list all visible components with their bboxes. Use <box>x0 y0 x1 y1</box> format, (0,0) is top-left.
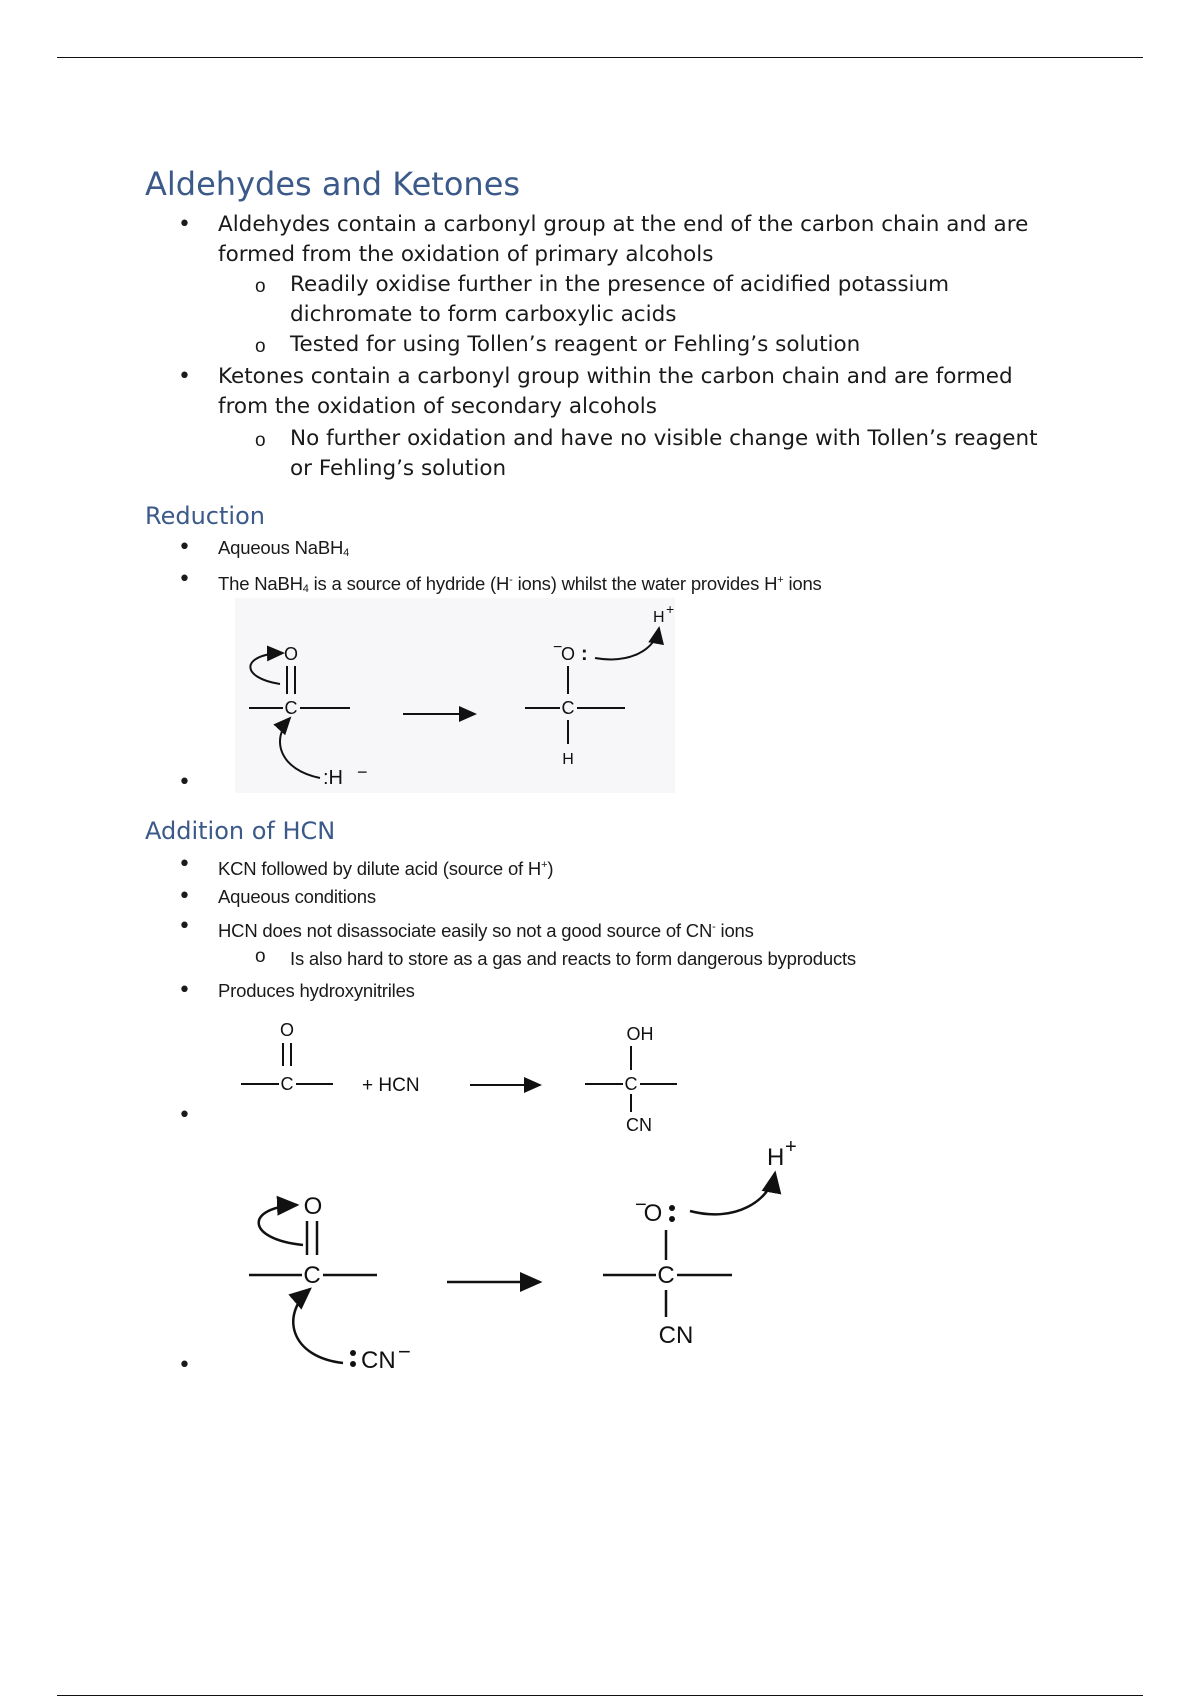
cyanide-label: CN <box>361 1347 396 1374</box>
plus-hcn-label: + HCN <box>362 1075 420 1096</box>
reduction-bullet-1: Aqueous NaBH$_4$ <box>218 537 350 559</box>
aldehydes-sub1-line-1: Readily oxidise further in the presence of acidified potassium <box>290 272 950 297</box>
sub-bullet-icon: o <box>255 430 266 451</box>
reduction-bullet-2: The NaBH$_4$ is a source of hydride (H- ions) whilst the water provides H+ ions <box>218 573 822 595</box>
hcn-sub-bullet: Is also hard to store as a gas and reacts to form dangerous byproducts <box>290 948 856 969</box>
reduction-heading: Reduction <box>145 502 265 530</box>
oxygen-label: O <box>279 1020 295 1040</box>
sub-bullet-icon: o <box>255 336 266 357</box>
minus-sign: − <box>398 1339 411 1364</box>
lone-pair-dot <box>350 1361 356 1367</box>
hcn-bullet-1: KCN followed by dilute acid (source of H+) <box>218 858 554 879</box>
sub-bullet-icon: o <box>255 946 266 967</box>
carbon-label: C <box>561 698 575 718</box>
ketones-line-1: Ketones contain a carbonyl group within the carbon chain and are formed <box>218 364 1013 389</box>
aldehydes-sub1-line-2: dichromate to form carboxylic acids <box>290 302 677 327</box>
footer-rule <box>57 1695 1143 1696</box>
reduction-mechanism-diagram <box>235 598 685 798</box>
oxygen-label: O <box>643 1200 663 1227</box>
bullet-icon: • <box>178 884 191 909</box>
lone-pair: : <box>581 643 588 665</box>
hydrogen-label: H <box>562 751 574 768</box>
nitrile-label: CN <box>626 1115 652 1135</box>
plus-sign: + <box>785 1136 797 1158</box>
aldehydes-line-2: formed from the oxidation of primary alcohols <box>218 242 714 267</box>
curly-arrow <box>259 1205 303 1245</box>
curly-arrow <box>293 1289 343 1363</box>
ketones-sub1-line-2: or Fehling’s solution <box>290 456 507 481</box>
plus-sign: + <box>666 601 675 617</box>
ketones-line-2: from the oxidation of secondary alcohols <box>218 394 657 419</box>
hydroxyl-label: OH <box>626 1024 654 1044</box>
proton-label: H <box>767 1144 785 1171</box>
page-title: Aldehydes and Ketones <box>145 165 521 203</box>
header-rule <box>57 57 1143 58</box>
minus-sign: − <box>357 762 368 782</box>
cyanide-mechanism-diagram <box>235 1135 815 1385</box>
lone-pair-dot <box>350 1350 356 1356</box>
bullet-icon: • <box>178 978 191 1003</box>
minus-sign: − <box>553 639 563 656</box>
sub-bullet-icon: o <box>255 276 266 297</box>
bullet-icon: • <box>178 364 191 389</box>
ketones-sub1-line-1: No further oxidation and have no visible change with Tollen’s reagent <box>290 426 1038 451</box>
hcn-bullet-2: Aqueous conditions <box>218 886 376 907</box>
proton-label: H <box>653 609 665 626</box>
bullet-icon: • <box>178 852 191 877</box>
oxygen-label: O <box>303 1193 323 1220</box>
lone-pair-dot <box>669 1205 675 1211</box>
bullet-icon: • <box>178 1103 191 1128</box>
aldehydes-sub2: Tested for using Tollen’s reagent or Fehling’s solution <box>290 332 861 357</box>
nitrile-label: CN <box>658 1322 694 1349</box>
curly-arrow <box>690 1173 775 1214</box>
bullet-icon: • <box>178 770 191 795</box>
carbon-label: C <box>280 1074 294 1094</box>
carbon-label: C <box>624 1074 638 1094</box>
bullet-icon: • <box>178 914 191 939</box>
bullet-icon: • <box>178 212 191 237</box>
oxygen-label: O <box>283 644 299 664</box>
oxygen-label: O <box>560 644 576 664</box>
carbon-label: C <box>303 1262 321 1289</box>
bullet-icon: • <box>178 567 191 592</box>
lone-pair-dot <box>669 1216 675 1222</box>
hcn-heading: Addition of HCN <box>145 817 336 845</box>
carbon-label: C <box>284 698 298 718</box>
bullet-icon: • <box>178 535 191 560</box>
hcn-bullet-4: Produces hydroxynitriles <box>218 980 415 1001</box>
hcn-equation-diagram <box>235 1008 685 1138</box>
carbon-label: C <box>657 1262 675 1289</box>
hydride-label: :H <box>323 767 343 789</box>
hcn-bullet-3: HCN does not disassociate easily so not a good source of CN- ions <box>218 920 754 941</box>
bullet-icon: • <box>178 1353 191 1378</box>
diagram-background <box>235 598 675 793</box>
aldehydes-line-1: Aldehydes contain a carbonyl group at the end of the carbon chain and are <box>218 212 1029 237</box>
minus-sign: − <box>635 1194 647 1216</box>
